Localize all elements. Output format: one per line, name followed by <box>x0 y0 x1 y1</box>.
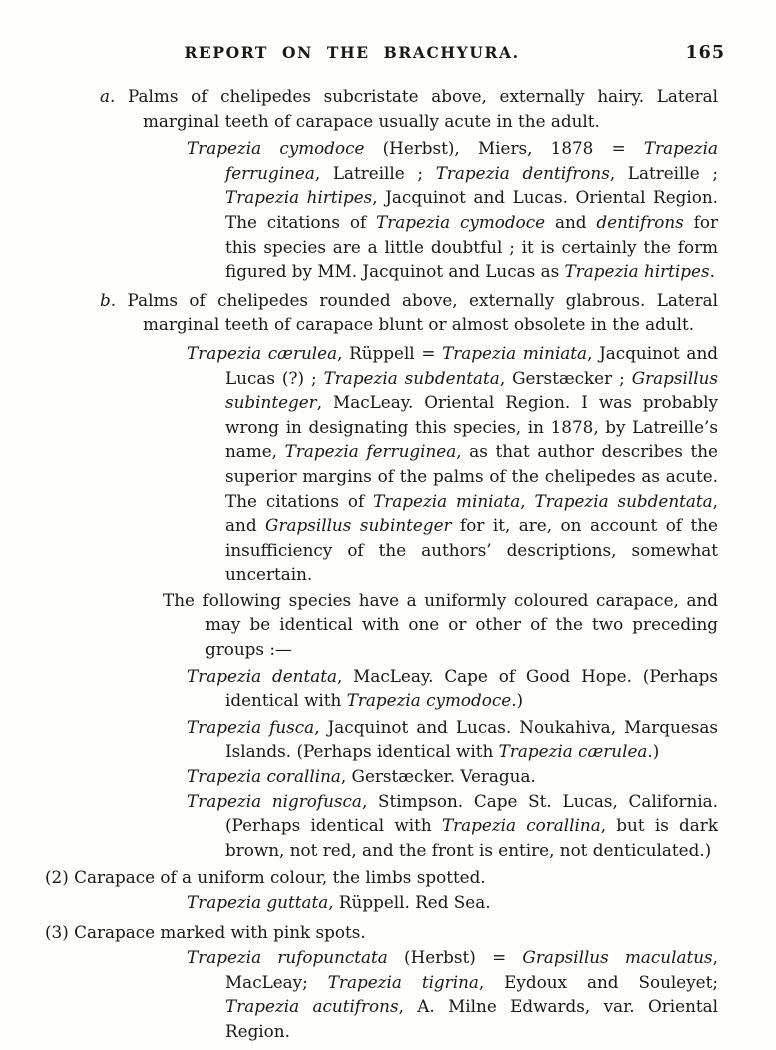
item-3-label: (3) <box>45 921 69 942</box>
species-entry-guttata <box>0 890 718 915</box>
page-body <box>0 84 776 1044</box>
fusca-text: Trapezia fusca, Jacquinot and Lucas. Noukahiva, Marquesas Islands. (Perhaps identical with Trapezia cærulea.) <box>187 716 718 762</box>
running-title: REPORT ON THE BRACHYURA. <box>184 43 520 62</box>
guttata-text: Trapezia guttata, Rüppell. Red Sea. <box>187 892 491 912</box>
section-item-a <box>0 84 718 133</box>
species-paragraph-caerulea <box>0 341 718 587</box>
species-paragraph-rufopunctata <box>0 945 718 1043</box>
nigrofusca-text: Trapezia nigrofusca, Stimpson. Cape St. Lucas, California. (Perhaps identical with Trapezia corallina, but is dark brown, not red, and the front is entire, not denticulated.) <box>187 790 718 860</box>
item-2-label: (2) <box>45 867 69 888</box>
corallina-text: Trapezia corallina, Gerstæcker. Veragua. <box>187 766 536 787</box>
species-entry-fusca <box>0 715 718 764</box>
species-entry-dentata <box>0 664 718 713</box>
page-number: 165 <box>685 43 725 63</box>
item-b-label: b. <box>100 289 117 310</box>
intro-text: The following species have a uniformly coloured carapace, and may be identical with one or other of the two preceding groups :— <box>163 589 718 660</box>
species-entry-nigrofusca <box>0 789 718 863</box>
item-b-text: Palms of chelipedes rounded above, externally glabrous. Lateral marginal teeth of carapace blunt or almost obsolete in the adult. <box>127 289 718 335</box>
intro-paragraph <box>0 588 718 662</box>
section-item-b <box>0 288 718 337</box>
species-paragraph-cymodoce <box>0 136 718 284</box>
item-2-text: Carapace of a uniform colour, the limbs spotted. <box>74 867 486 888</box>
species-entry-corallina <box>0 764 718 789</box>
caerulea-text: Trapezia cærulea, Rüppell = Trapezia miniata, Jacquinot and Lucas (?) ; Trapezia subdentata, Gerstæcker ; Grapsillus subinteger, MacLeay. Oriental Region. I was probably wrong in designating this species, in 1878, by Latreille’s name, Trapezia ferruginea, as that author describes the superior margins of the palms of the chelipedes as acute. The citations of Trapezia miniata, Trapezia subdentata, and Grapsillus subinteger for it, are, on account of the insufficiency of the authors’ descriptions, somewhat uncertain. <box>187 342 718 585</box>
section-item-3 <box>0 920 718 945</box>
rufopunctata-text: Trapezia rufopunctata (Herbst) = Grapsillus maculatus, MacLeay; Trapezia tigrina, Eydoux and Souleyet; Trapezia acutifrons, A. Milne Edwards, var. Oriental Region. <box>187 947 719 1041</box>
item-a-label: a. <box>100 86 116 106</box>
dentata-text: Trapezia dentata, MacLeay. Cape of Good Hope. (Perhaps identical with Trapezia cymodoce.) <box>187 665 718 711</box>
section-item-2 <box>0 865 718 890</box>
item-a-text: Palms of chelipedes subcristate above, externally hairy. Lateral marginal teeth of carapace usually acute in the adult. <box>128 86 718 131</box>
cymodoce-text: Trapezia cymodoce (Herbst), Miers, 1878 = Trapezia ferruginea, Latreille ; Trapezia dentifrons, Latreille ; Trapezia hirtipes, Jacquinot and Lucas. Oriental Region. The citations of Trapezia cymodoce and dentifrons for this species are a little doubtful ; it is certainly the form figured by MM. Jacquinot and Lucas as Trapezia hirtipes. <box>187 138 718 282</box>
item-3-text: Carapace marked with pink spots. <box>74 921 366 942</box>
page-header <box>0 41 776 63</box>
